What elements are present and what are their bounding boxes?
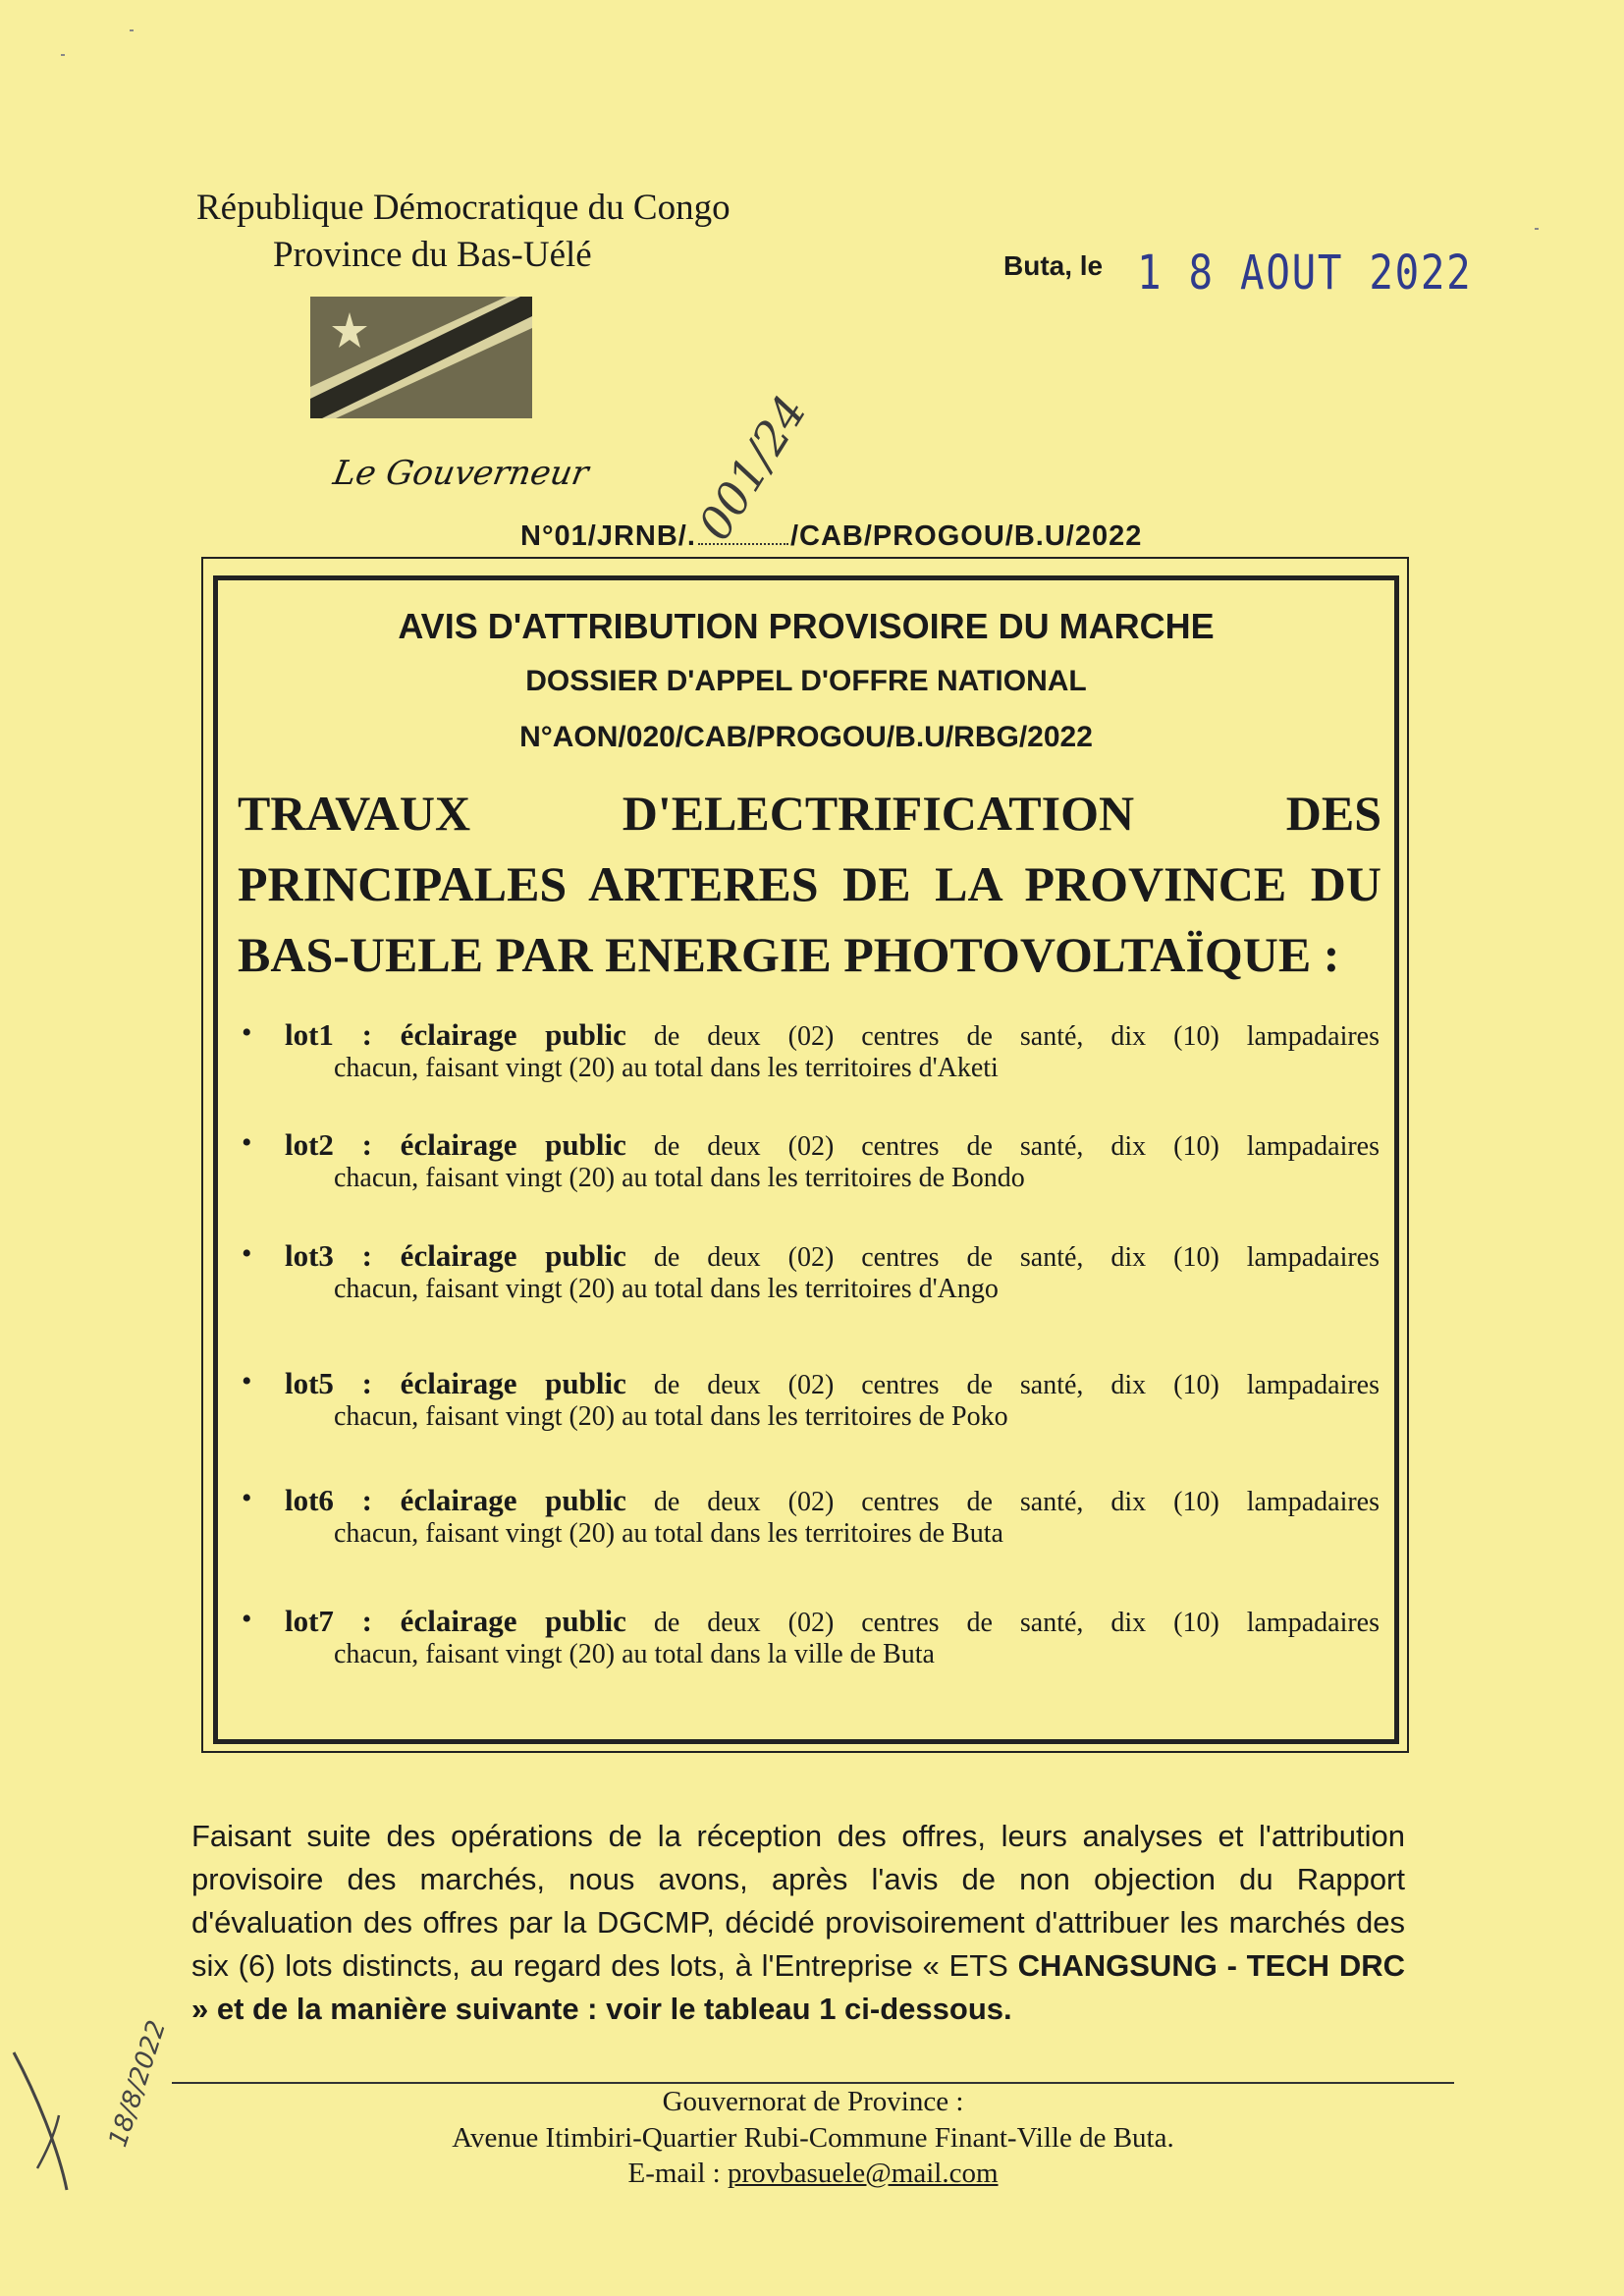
footer-email-link[interactable]: provbasuele@mail.com xyxy=(727,2158,999,2189)
lot-name: lot7 : éclairage public xyxy=(285,1604,626,1638)
lot-description-continued: chacun, faisant vingt (20) au total dans la ville de Buta xyxy=(334,1639,935,1669)
lot-item xyxy=(242,1016,1380,1084)
award-text-bold: CHANGSUNG - TECH DRC » et de la manière suivante : voir le tableau 1 ci-dessous. xyxy=(191,1948,1405,2026)
handwritten-margin-note-text xyxy=(103,2017,172,2151)
lot-item xyxy=(242,1237,1380,1305)
reference-blank xyxy=(698,543,788,545)
handwritten-margin-note xyxy=(8,2003,173,2200)
lot-description: de deux (02) centres de santé, dix (10) lampadaires xyxy=(653,1021,1380,1052)
drc-flag-icon xyxy=(310,297,532,418)
svg-text:001/24: 001/24 xyxy=(687,386,817,550)
lot-name: lot5 : éclairage public xyxy=(285,1366,626,1400)
lot-description: de deux (02) centres de santé, dix (10) lampadaires xyxy=(653,1370,1380,1400)
bullet-icon: • xyxy=(242,1365,252,1397)
notice-reference: N°AON/020/CAB/PROGOU/B.U/RBG/2022 xyxy=(519,721,1093,753)
bullet-icon: • xyxy=(242,1237,252,1270)
bullet-icon: • xyxy=(242,1016,252,1049)
footer-office: Gouvernorat de Province : xyxy=(662,2086,964,2117)
lot-item xyxy=(242,1603,1380,1670)
lot-description-continued: chacun, faisant vingt (20) au total dans les territoires de Poko xyxy=(334,1401,1008,1432)
governor-label: Le Gouverneur xyxy=(330,454,592,493)
reference-prefix: N°01/JRNB/. xyxy=(520,520,696,552)
lot-item xyxy=(242,1126,1380,1194)
notice-title: AVIS D'ATTRIBUTION PROVISOIRE DU MARCHE xyxy=(398,606,1215,646)
scan-speck xyxy=(61,54,65,56)
lot-description-continued: chacun, faisant vingt (20) au total dans les territoires de Buta xyxy=(334,1518,1003,1549)
lot-item xyxy=(242,1365,1380,1433)
works-title xyxy=(238,778,1381,990)
lot-name: lot6 : éclairage public xyxy=(285,1483,626,1517)
lot-description: de deux (02) centres de santé, dix (10) lampadaires xyxy=(653,1131,1380,1162)
footer-divider xyxy=(172,2082,1454,2084)
lot-name: lot2 : éclairage public xyxy=(285,1127,626,1162)
handwritten-reference xyxy=(687,386,835,550)
republic-name: République Démocratique du Congo xyxy=(196,188,731,228)
notice-subtitle: DOSSIER D'APPEL D'OFFRE NATIONAL xyxy=(525,665,1087,697)
lot-description: de deux (02) centres de santé, dix (10) lampadaires xyxy=(653,1487,1380,1517)
reference-suffix: /CAB/PROGOU/B.U/2022 xyxy=(789,520,1143,552)
bullet-icon: • xyxy=(242,1603,252,1635)
bullet-icon: • xyxy=(242,1482,252,1514)
works-title-line-1: TRAVAUX D'ELECTRIFICATION DES xyxy=(238,786,1381,841)
lot-description-continued: chacun, faisant vingt (20) au total dans les territoires d'Aketi xyxy=(334,1053,999,1083)
svg-text:18/8/2022: 18/8/2022 xyxy=(103,2016,173,2151)
award-text: Faisant suite des opérations de la réception des offres, leurs analyses et l'attribution provisoire des marchés, nous avons, après l'avis de non objection du Rapport d'évaluation des offres par la DGCMP, décidé provisoirement d'attribuer les marchés des six (6) lots distincts, au regard des lots, à l'Entreprise « ETS xyxy=(191,1819,1405,1983)
bullet-icon: • xyxy=(242,1126,252,1159)
lot-description-continued: chacun, faisant vingt (20) au total dans les territoires d'Ango xyxy=(334,1274,999,1304)
footer-email-line xyxy=(172,2158,1454,2190)
award-paragraph xyxy=(191,1815,1405,2031)
lot-description: de deux (02) centres de santé, dix (10) lampadaires xyxy=(653,1242,1380,1273)
handwritten-reference-text xyxy=(687,386,817,549)
date-stamp: 1 8 AOUT 2022 xyxy=(1137,246,1473,301)
province-name: Province du Bas-Uélé xyxy=(273,235,592,275)
footer-address: Avenue Itimbiri-Quartier Rubi-Commune Finant-Ville de Buta. xyxy=(452,2122,1174,2154)
scan-speck xyxy=(130,29,134,31)
footer-email-label: E-mail : xyxy=(627,2158,728,2189)
works-title-line-3: BAS-UELE PAR ENERGIE PHOTOVOLTAÏQUE : xyxy=(238,927,1340,982)
place-label: Buta, le xyxy=(1003,250,1104,281)
lot-item xyxy=(242,1482,1380,1550)
lot-name: lot1 : éclairage public xyxy=(285,1017,626,1052)
lot-description: de deux (02) centres de santé, dix (10) lampadaires xyxy=(653,1608,1380,1638)
scan-speck xyxy=(1535,228,1539,230)
lot-name: lot3 : éclairage public xyxy=(285,1238,626,1273)
lot-description-continued: chacun, faisant vingt (20) au total dans les territoires de Bondo xyxy=(334,1163,1025,1193)
works-title-line-2: PRINCIPALES ARTERES DE LA PROVINCE DU xyxy=(238,856,1381,911)
